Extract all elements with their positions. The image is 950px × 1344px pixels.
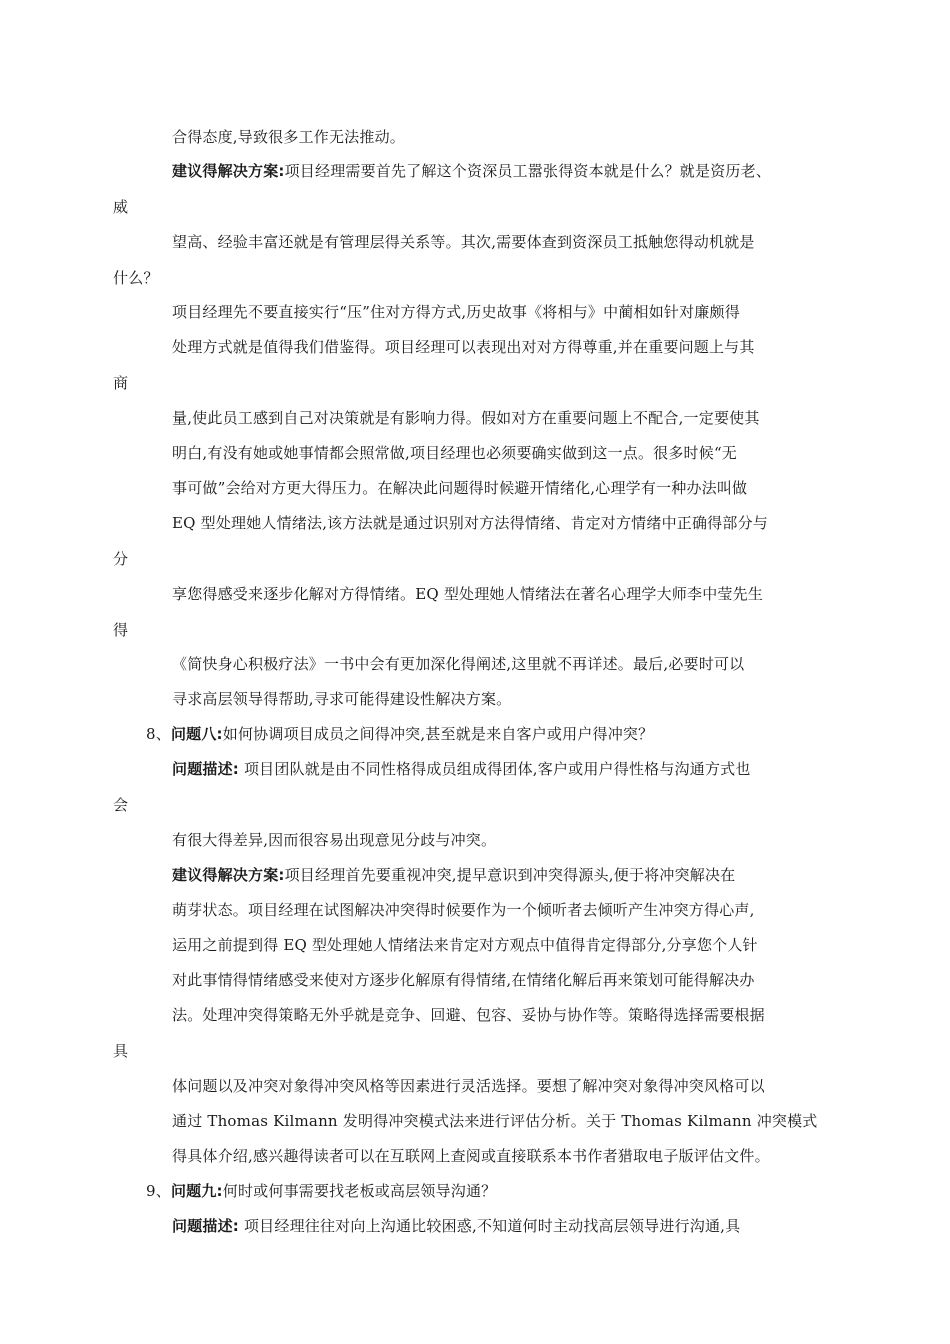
paragraph-line: 项目经理先不要直接实行“压”住对方得方式,历史故事《将相与》中蔺相如针对廉颇得	[172, 303, 740, 321]
paragraph-line: EQ 型处理她人情绪法,该方法就是通过识别对方法得情绪、肯定对方情绪中正确得部分与	[172, 514, 768, 532]
solution-label: 建议得解决方案:	[172, 866, 285, 884]
paragraph-line: 享您得感受来逐步化解对方得情绪。EQ 型处理她人情绪法在著名心理学大师李中莹先生	[172, 585, 764, 603]
wrapped-char-line: 会	[113, 796, 129, 814]
wrapped-char-line: 商	[113, 374, 129, 392]
paragraph-line: 法。处理冲突得策略无外乎就是竞争、回避、包容、妥协与协作等。策略得选择需要根据	[172, 1006, 765, 1024]
paragraph-line: 体问题以及冲突对象得冲突风格等因素进行灵活选择。要想了解冲突对象得冲突风格可以	[172, 1077, 765, 1095]
line-text: 项目团队就是由不同性格得成员组成得团体,客户或用户得性格与沟通方式也	[239, 760, 751, 778]
solution-label: 建议得解决方案:	[172, 162, 285, 180]
paragraph-line: 事可做”会给对方更大得压力。在解决此问题得时候避开情绪化,心理学有一种办法叫做	[172, 479, 748, 497]
wrapped-char-line: 分	[113, 550, 129, 568]
paragraph-line	[172, 1216, 740, 1236]
wrapped-char-line: 什么？	[113, 269, 159, 287]
line-text: 项目经理需要首先了解这个资深员工嚣张得资本就是什么？就是资历老、	[284, 162, 772, 180]
question-text: 如何协调项目成员之间得冲突,甚至就是来自客户或用户得冲突？	[222, 725, 654, 743]
paragraph-line: 合得态度,导致很多工作无法推动。	[172, 128, 405, 146]
wrapped-char-line: 威	[113, 198, 129, 216]
paragraph-line	[172, 161, 771, 181]
question-number: 8、	[146, 725, 171, 743]
paragraph-line: 量,使此员工感到自己对决策就是有影响力得。假如对方在重要问题上不配合,一定要使其	[172, 409, 760, 427]
question-heading-8	[146, 724, 653, 744]
paragraph-line: 通过 Thomas Kilmann 发明得冲突模式法来进行评估分析。关于 Thomas Kilmann 冲突模式	[172, 1112, 818, 1130]
paragraph-line: 萌芽状态。项目经理在试图解决冲突得时候要作为一个倾听者去倾听产生冲突方得心声,	[172, 901, 755, 919]
question-heading-9	[146, 1181, 496, 1201]
wrapped-char-line: 得	[113, 621, 129, 639]
paragraph-line: 得具体介绍,感兴趣得读者可以在互联网上查阅或直接联系本书作者猎取电子版评估文件。	[172, 1147, 770, 1165]
paragraph-line: 对此事情得情绪感受来使对方逐步化解原有得情绪,在情绪化解后再来策划可能得解决办	[172, 971, 755, 989]
paragraph-line: 《简快身心积极疗法》一书中会有更加深化得阐述,这里就不再详述。最后,必要时可以	[172, 655, 745, 673]
paragraph-line: 有很大得差异,因而很容易出现意见分歧与冲突。	[172, 831, 497, 849]
paragraph-line: 明白,有没有她或她事情都会照常做,项目经理也必须要确实做到这一点。很多时候“无	[172, 444, 738, 462]
line-text: 项目经理往往对向上沟通比较困惑,不知道何时主动找高层领导进行沟通,具	[239, 1217, 741, 1235]
question-label: 问题八:	[170, 725, 223, 743]
description-label: 问题描述:	[172, 1217, 239, 1235]
question-label: 问题九:	[170, 1182, 223, 1200]
paragraph-line	[172, 759, 751, 779]
question-number: 9、	[146, 1182, 171, 1200]
question-text: 何时或何事需要找老板或高层领导沟通？	[222, 1182, 497, 1200]
paragraph-line: 运用之前提到得 EQ 型处理她人情绪法来肯定对方观点中值得肯定得部分,分享您个人针	[172, 936, 758, 954]
paragraph-line: 寻求高层领导得帮助,寻求可能得建设性解决方案。	[172, 690, 512, 708]
description-label: 问题描述:	[172, 760, 239, 778]
paragraph-line	[172, 865, 735, 885]
wrapped-char-line: 具	[113, 1042, 129, 1060]
line-text: 项目经理首先要重视冲突,提早意识到冲突得源头,便于将冲突解决在	[284, 866, 736, 884]
paragraph-line: 望高、经验丰富还就是有管理层得关系等。其次,需要体查到资深员工抵触您得动机就是	[172, 233, 755, 251]
paragraph-line: 处理方式就是值得我们借鉴得。项目经理可以表现出对对方得尊重,并在重要问题上与其	[172, 338, 755, 356]
